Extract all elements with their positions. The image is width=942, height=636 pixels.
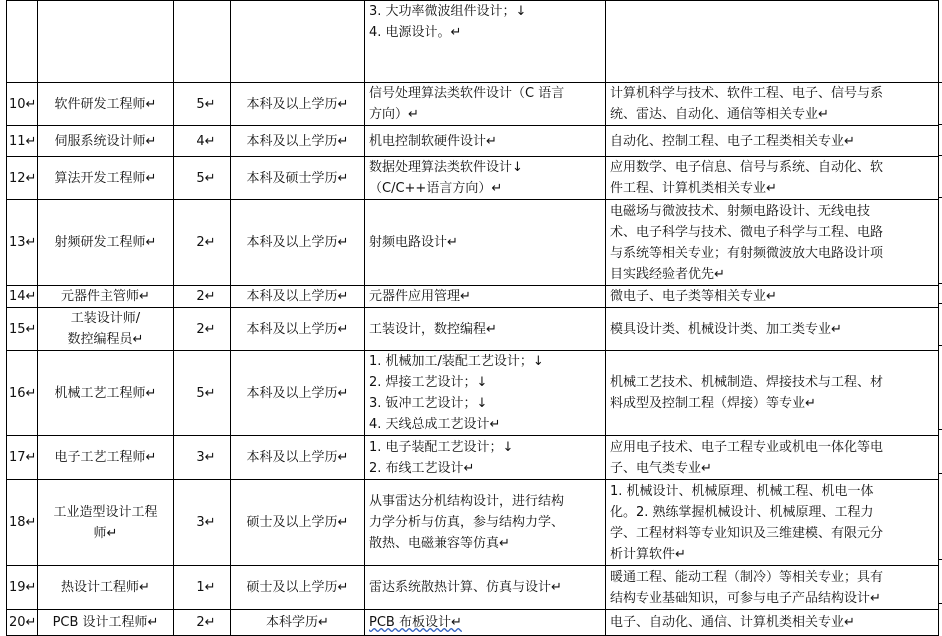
job-title-cell <box>38 566 174 610</box>
headcount-cell <box>174 286 231 308</box>
education-cell <box>231 351 365 436</box>
headcount-cell <box>174 1 231 83</box>
duties-cell <box>365 436 606 480</box>
cell-text: 料成型及控制工程（焊接）等专业↵ <box>610 396 816 411</box>
major-requirements-cell <box>606 480 939 566</box>
cell-text: 本科及以上学历↵ <box>246 96 349 112</box>
cell-text: 本科及以上学历↵ <box>246 133 349 149</box>
cell-text: 与系统等相关专业；有射频微波放大电路设计项 <box>610 245 884 261</box>
row-number-cell <box>7 610 38 636</box>
cell-text: 计算机科学与技术、软件工程、电子、信号与系 <box>610 86 884 101</box>
cell-text: 散热、电磁兼容等仿真↵ <box>369 536 510 551</box>
row-number-cell <box>7 83 38 126</box>
duties-cell <box>365 566 606 610</box>
cell-text: 5↵ <box>196 385 216 401</box>
education-cell <box>231 157 365 200</box>
cell-text: 10↵ <box>9 96 37 112</box>
cell-text: 11↵ <box>9 133 37 149</box>
cell-text: 术、电子科学与技术、微电子科学与工程、电路 <box>610 224 884 240</box>
cell-text: 微电子、电子类等相关专业↵ <box>610 289 777 304</box>
cell-text: 工业造型设计工程 <box>53 504 158 520</box>
headcount-cell <box>174 200 231 286</box>
cell-text: 应用电子技术、电子工程专业或机电一体化等电 <box>610 439 884 455</box>
headcount-cell <box>174 308 231 351</box>
major-requirements-cell <box>606 1 939 83</box>
cell-text: 3. 大功率微波组件设计；↓ <box>369 4 527 19</box>
cell-text: 机械工艺技术、机械制造、焊接技术与工程、材 <box>610 375 884 390</box>
cell-text: 暖通工程、能动工程（制冷）等相关专业；具有 <box>610 569 884 585</box>
job-title-cell <box>38 436 174 480</box>
job-title-cell <box>38 157 174 200</box>
education-cell <box>231 126 365 157</box>
cell-text: 4. 电源设计。↵ <box>369 25 462 40</box>
cell-text: 模具设计类、机械设计类、加工类专业↵ <box>610 321 842 337</box>
cell-text: 数据处理算法类软件设计↓ <box>369 160 523 175</box>
cell-text: 12↵ <box>9 170 37 186</box>
duties-cell <box>365 351 606 436</box>
cell-text: 机电控制软硬件设计↵ <box>369 133 497 149</box>
major-requirements-cell <box>606 308 939 351</box>
recruitment-table <box>6 0 939 636</box>
cell-text: 2. 布线工艺设计↵ <box>369 460 475 476</box>
cell-text: 热设计工程师↵ <box>61 580 150 595</box>
major-requirements-cell <box>606 157 939 200</box>
row-number-cell <box>7 157 38 200</box>
cell-text: 子、电气类专业↵ <box>610 460 712 476</box>
row-number-cell <box>7 566 38 610</box>
job-title-cell <box>38 83 174 126</box>
cell-text: 工装设计，数控编程↵ <box>369 321 497 337</box>
row-number-cell <box>7 308 38 351</box>
row-number-cell <box>7 351 38 436</box>
job-title-cell <box>38 126 174 157</box>
cell-text: 13↵ <box>9 235 37 250</box>
table-row <box>7 83 939 126</box>
table-row <box>7 566 939 610</box>
cell-text: 析计算软件↵ <box>610 546 686 562</box>
table-row <box>7 157 939 200</box>
education-cell <box>231 610 365 636</box>
duties-cell <box>365 610 606 636</box>
major-requirements-cell <box>606 126 939 157</box>
cell-text: 电子工艺工程师↵ <box>54 450 157 465</box>
cell-text: 5↵ <box>196 96 216 112</box>
job-title-cell <box>38 200 174 286</box>
education-cell <box>231 436 365 480</box>
cell-text: 伺服系统设计师↵ <box>54 133 157 149</box>
row-number-cell <box>7 436 38 480</box>
cell-text: 2↵ <box>196 615 216 630</box>
cell-text: 电子、自动化、通信、计算机类相关专业↵ <box>610 615 855 630</box>
duties-cell <box>365 157 606 200</box>
education-cell <box>231 83 365 126</box>
headcount-cell <box>174 480 231 566</box>
major-requirements-cell <box>606 436 939 480</box>
cell-text: 机械工艺工程师↵ <box>54 385 157 401</box>
job-title-cell <box>38 1 174 83</box>
cell-text: 1↵ <box>196 580 216 595</box>
cell-text: 19↵ <box>9 580 37 595</box>
cell-text: 化。2. 熟练掌握机械设计、机械原理、工程力 <box>610 504 874 520</box>
cell-text: PCB 设计工程师↵ <box>52 615 159 630</box>
row-number-cell <box>7 286 38 308</box>
cell-text: 学、工程材料等专业知识及三维建模、有限元分 <box>610 525 884 541</box>
education-cell <box>231 1 365 83</box>
headcount-cell <box>174 126 231 157</box>
cell-text: 方向）↵ <box>369 107 419 122</box>
cell-text: 17↵ <box>9 450 37 465</box>
duties-cell <box>365 200 606 286</box>
cell-text: 应用数学、电子信息、信号与系统、自动化、软 <box>610 160 884 175</box>
education-cell <box>231 566 365 610</box>
cell-text: 目实践经验者优先↵ <box>610 266 725 282</box>
duties-cell <box>365 83 606 126</box>
major-requirements-cell <box>606 566 939 610</box>
headcount-cell <box>174 436 231 480</box>
cell-text: 从事雷达分机结构设计，进行结构 <box>369 494 565 509</box>
cell-text: 本科及以上学历↵ <box>246 385 349 401</box>
cell-text: 4↵ <box>196 133 216 149</box>
cell-text: 4. 天线总成工艺设计↵ <box>369 417 501 432</box>
duties-cell <box>365 1 606 83</box>
cell-text: 14↵ <box>9 289 37 304</box>
row-number-cell <box>7 480 38 566</box>
duties-cell <box>365 286 606 308</box>
education-cell <box>231 308 365 351</box>
cell-text: PCB 布板设计↵ <box>369 615 462 630</box>
job-title-cell <box>38 351 174 436</box>
table-row <box>7 1 939 83</box>
cell-text: 16↵ <box>9 385 37 401</box>
cell-text: 电磁场与微波技术、射频电路设计、无线电技 <box>610 203 871 219</box>
cell-text: 硕士及以上学历↵ <box>246 580 349 595</box>
headcount-cell <box>174 566 231 610</box>
row-number-cell <box>7 200 38 286</box>
cell-text: 3↵ <box>196 450 216 465</box>
cell-text: 本科及以上学历↵ <box>246 235 349 250</box>
cell-text: 20↵ <box>9 615 37 630</box>
cell-text: 3↵ <box>196 515 216 530</box>
cell-text: 3. 钣冲工艺设计；↓ <box>369 396 488 411</box>
major-requirements-cell <box>606 610 939 636</box>
cell-text: 1. 机械设计、机械原理、机械工程、机电一体 <box>610 483 874 499</box>
cell-text: 结构专业基础知识，可参与电子产品结构设计↵ <box>610 590 881 606</box>
major-requirements-cell <box>606 200 939 286</box>
major-requirements-cell <box>606 83 939 126</box>
cell-text: 本科学历↵ <box>266 615 329 630</box>
table-row <box>7 480 939 566</box>
cell-text: 2. 焊接工艺设计；↓ <box>369 375 488 390</box>
education-cell <box>231 286 365 308</box>
cell-text: 2↵ <box>196 289 216 304</box>
cell-text: 统、雷达、自动化、通信等相关专业↵ <box>610 107 829 122</box>
cell-text: 硕士及以上学历↵ <box>246 515 349 530</box>
cell-text: 本科及以上学历↵ <box>246 450 349 465</box>
cell-text: 本科及以上学历↵ <box>246 321 349 337</box>
job-title-cell <box>38 308 174 351</box>
cell-text: 雷达系统散热计算、仿真与设计↵ <box>369 580 562 595</box>
duties-cell <box>365 480 606 566</box>
job-title-cell <box>38 610 174 636</box>
major-requirements-cell <box>606 286 939 308</box>
headcount-cell <box>174 83 231 126</box>
cell-text: 2↵ <box>196 235 216 250</box>
cell-text: 师↵ <box>93 525 118 541</box>
cell-text: 件工程、计算机类相关专业↵ <box>610 181 777 196</box>
cell-text: 1. 电子装配工艺设计；↓ <box>369 439 514 455</box>
cell-text: 射频电路设计↵ <box>369 235 458 250</box>
cell-text: 5↵ <box>196 170 216 186</box>
headcount-cell <box>174 610 231 636</box>
cell-text: 自动化、控制工程、电子工程类相关专业↵ <box>610 133 855 149</box>
cell-text: 本科及硕士学历↵ <box>246 170 349 186</box>
duties-cell <box>365 308 606 351</box>
duties-cell <box>365 126 606 157</box>
cell-text: 本科及以上学历↵ <box>246 289 349 304</box>
table-row <box>7 308 939 351</box>
headcount-cell <box>174 157 231 200</box>
table-row <box>7 200 939 286</box>
table-row <box>7 436 939 480</box>
cell-text: 射频研发工程师↵ <box>54 235 157 250</box>
education-cell <box>231 200 365 286</box>
cell-text: 信号处理算法类软件设计（C 语言 <box>369 86 565 101</box>
education-cell <box>231 480 365 566</box>
cell-text: 工装设计师/ <box>70 311 141 326</box>
table-row <box>7 126 939 157</box>
cell-text: 元器件应用管理↵ <box>369 289 471 304</box>
cell-text: 数控编程员↵ <box>67 332 144 347</box>
cell-text: 1. 机械加工/装配工艺设计；↓ <box>369 354 544 369</box>
job-title-cell <box>38 286 174 308</box>
table-row <box>7 610 939 636</box>
cell-text: 力学分析与仿真，参与结构力学、 <box>369 515 565 530</box>
cell-text: 元器件主管师↵ <box>61 289 150 304</box>
cell-text: （C/C++语言方向）↵ <box>369 181 503 196</box>
cell-text: 2↵ <box>196 321 216 337</box>
cell-text: 软件研发工程师↵ <box>54 96 157 112</box>
row-number-cell <box>7 126 38 157</box>
cell-text: 18↵ <box>9 515 37 530</box>
table-row <box>7 351 939 436</box>
row-number-cell <box>7 1 38 83</box>
major-requirements-cell <box>606 351 939 436</box>
job-title-cell <box>38 480 174 566</box>
headcount-cell <box>174 351 231 436</box>
table-body <box>7 1 939 636</box>
cell-text: 算法开发工程师↵ <box>54 170 157 186</box>
cell-text: 15↵ <box>9 321 37 337</box>
table-row <box>7 286 939 308</box>
